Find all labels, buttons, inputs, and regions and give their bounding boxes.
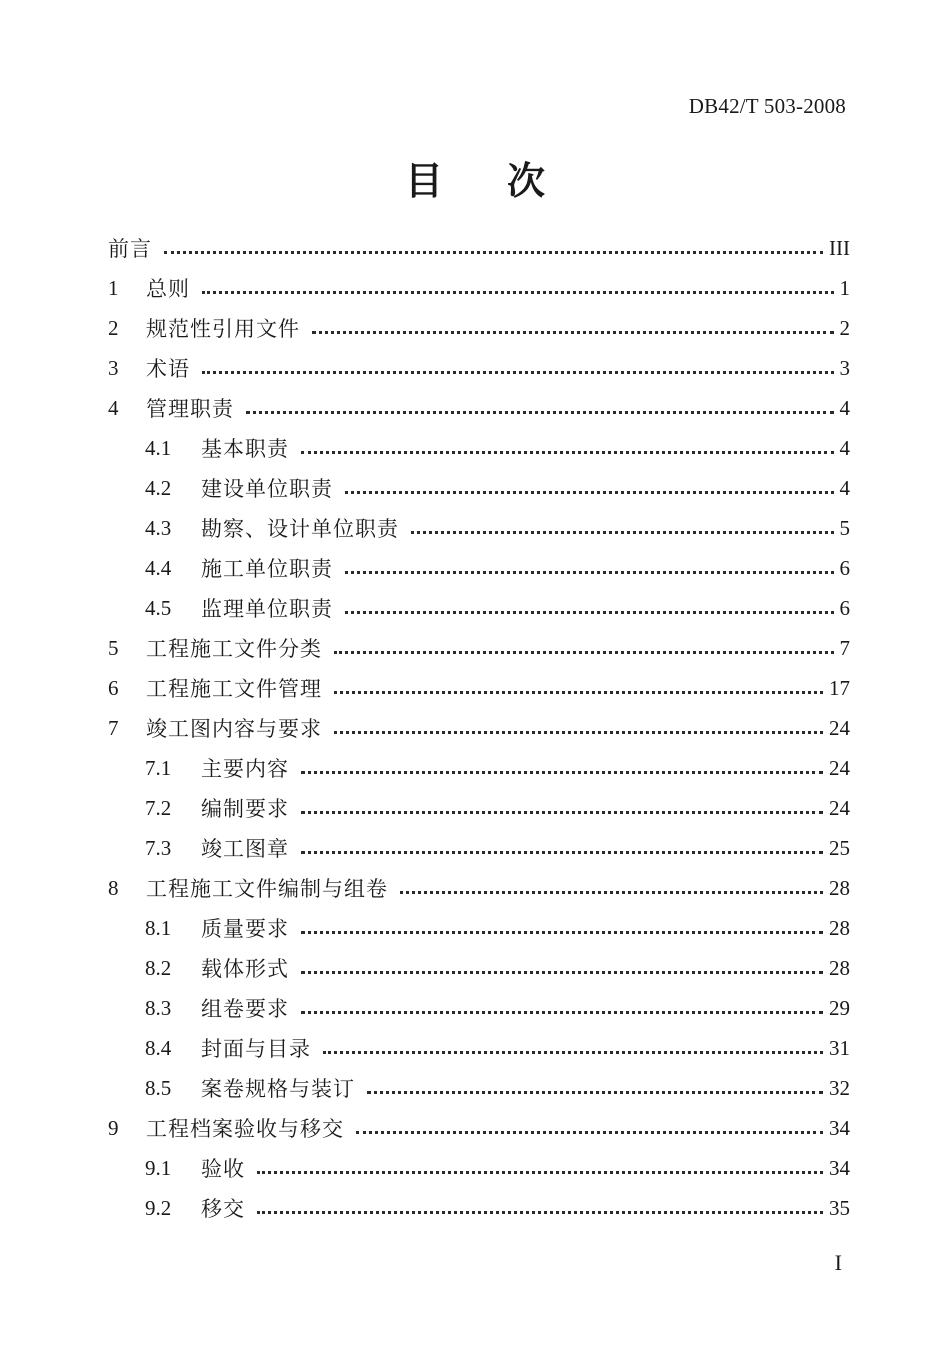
toc-entry-page: 31 [829,1035,850,1060]
toc-entry[interactable] [108,268,850,308]
toc-entry-title: 工程施工文件管理 [146,677,322,701]
toc-entry-number: 4.5 [145,595,172,620]
toc-entry-number: 9.2 [145,1195,172,1220]
toc-entry-page: 6 [839,595,850,620]
toc-dot-leader [246,411,834,414]
toc-entry-number: 7.1 [145,755,172,780]
toc-entry[interactable] [108,628,850,668]
toc-entry-title: 总则 [146,277,190,301]
toc-entry[interactable] [108,708,850,748]
toc-entry-title: 组卷要求 [201,997,289,1021]
toc-entry-page: 24 [829,755,850,780]
toc-entry-number: 1 [108,275,119,300]
toc-entry-number: 4.4 [145,555,172,580]
toc-entry-title: 编制要求 [201,797,289,821]
toc-entry[interactable] [108,508,850,548]
toc-entry[interactable] [108,948,850,988]
toc-entry[interactable] [108,1108,850,1148]
toc-dot-leader [257,1211,823,1214]
toc-entry-page: 2 [839,315,850,340]
toc-entry-number: 7.3 [145,835,172,860]
toc-entry[interactable] [108,1148,850,1188]
toc-entry-page: 7 [839,635,850,660]
toc-entry-page: 4 [839,395,850,420]
toc-dot-leader [301,1011,823,1014]
toc-dot-leader [301,931,823,934]
toc-dot-leader [301,971,823,974]
toc-entry[interactable] [108,988,850,1028]
toc-entry-title: 竣工图章 [201,837,289,861]
toc-entry-page: 25 [829,835,850,860]
toc-entry-page: 17 [829,675,850,700]
toc-entry-title: 监理单位职责 [201,597,333,621]
toc-entry[interactable] [108,1188,850,1228]
toc-dot-leader [334,651,834,654]
toc-entry-title: 工程档案验收与移交 [146,1117,344,1141]
toc-entry[interactable] [108,468,850,508]
toc-entry-title: 竣工图内容与要求 [146,717,322,741]
toc-entry-page: 28 [829,875,850,900]
toc-entry-number: 8 [108,875,119,900]
toc-dot-leader [334,731,823,734]
toc-entry-number: 8.4 [145,1035,172,1060]
toc-entry-number: 9.1 [145,1155,172,1180]
toc-entry-page: 35 [829,1195,850,1220]
toc-entry-page: 24 [829,715,850,740]
page-number: I [834,1250,842,1275]
toc-entry[interactable] [108,588,850,628]
toc-dot-leader [356,1131,823,1134]
toc-entry-page: 28 [829,955,850,980]
toc-entry-title: 基本职责 [201,437,289,461]
toc-entry-title: 建设单位职责 [201,477,333,501]
toc-entry-page: 5 [839,515,850,540]
toc-entry-number: 4 [108,395,119,420]
toc-entry-title: 勘察、设计单位职责 [201,517,399,541]
toc-entry-number: 8.1 [145,915,172,940]
toc-dot-leader [345,571,834,574]
toc-dot-leader [164,251,823,254]
toc-entry-title: 质量要求 [201,917,289,941]
toc-entry[interactable] [108,748,850,788]
table-of-contents [108,228,850,1228]
document-code: DB42/T 503-2008 [688,94,846,118]
toc-entry[interactable] [108,228,850,268]
toc-entry-page: 28 [829,915,850,940]
toc-entry-page: 3 [839,355,850,380]
toc-dot-leader [301,451,834,454]
toc-entry[interactable] [108,828,850,868]
toc-entry[interactable] [108,348,850,388]
toc-entry[interactable] [108,1068,850,1108]
toc-entry-page: 29 [829,995,850,1020]
toc-entry-title: 主要内容 [201,757,289,781]
toc-entry[interactable] [108,1028,850,1068]
toc-entry-title: 术语 [146,357,190,381]
toc-entry-number: 9 [108,1115,119,1140]
toc-dot-leader [301,771,823,774]
toc-dot-leader [312,331,834,334]
toc-dot-leader [323,1051,823,1054]
toc-entry-number: 3 [108,355,119,380]
toc-entry-title: 验收 [201,1157,245,1181]
toc-entry-page: 6 [839,555,850,580]
toc-entry[interactable] [108,388,850,428]
toc-entry-title: 施工单位职责 [201,557,333,581]
toc-entry-page: 4 [839,435,850,460]
toc-entry-page: 4 [839,475,850,500]
toc-entry-page: 32 [829,1075,850,1100]
toc-entry-page: 24 [829,795,850,820]
toc-entry-number: 5 [108,635,119,660]
toc-dot-leader [345,491,834,494]
toc-entry-title: 移交 [201,1197,245,1221]
toc-entry[interactable] [108,548,850,588]
toc-entry[interactable] [108,908,850,948]
toc-dot-leader [257,1171,823,1174]
toc-entry-page: III [829,235,850,260]
toc-dot-leader [202,371,834,374]
toc-entry-number: 6 [108,675,119,700]
toc-entry-title: 规范性引用文件 [146,317,300,341]
toc-entry-number: 8.3 [145,995,172,1020]
toc-dot-leader [202,291,834,294]
toc-entry-title: 封面与目录 [201,1037,311,1061]
toc-entry-title: 案卷规格与装订 [201,1077,355,1101]
toc-dot-leader [345,611,834,614]
toc-entry-number: 4.3 [145,515,172,540]
toc-dot-leader [411,531,834,534]
toc-entry-number: 7.2 [145,795,172,820]
toc-entry-number: 2 [108,315,119,340]
toc-entry[interactable] [108,668,850,708]
toc-entry-page: 34 [829,1115,850,1140]
toc-entry-title: 载体形式 [201,957,289,981]
toc-entry-number: 4.1 [145,435,172,460]
toc-entry-number: 4.2 [145,475,172,500]
toc-entry[interactable] [108,428,850,468]
toc-entry[interactable] [108,868,850,908]
toc-dot-leader [334,691,823,694]
toc-entry[interactable] [108,788,850,828]
toc-entry-title: 工程施工文件分类 [146,637,322,661]
toc-entry-page: 34 [829,1155,850,1180]
toc-entry-number: 7 [108,715,119,740]
toc-heading: 目次 [404,158,609,203]
toc-entry-title: 管理职责 [146,397,234,421]
toc-entry-title: 工程施工文件编制与组卷 [146,877,388,901]
toc-entry-title: 前言 [108,237,152,261]
toc-dot-leader [301,811,823,814]
toc-dot-leader [301,851,823,854]
toc-dot-leader [367,1091,823,1094]
toc-dot-leader [400,891,823,894]
toc-entry-number: 8.2 [145,955,172,980]
toc-entry-page: 1 [839,275,850,300]
toc-entry-number: 8.5 [145,1075,172,1100]
toc-entry[interactable] [108,308,850,348]
